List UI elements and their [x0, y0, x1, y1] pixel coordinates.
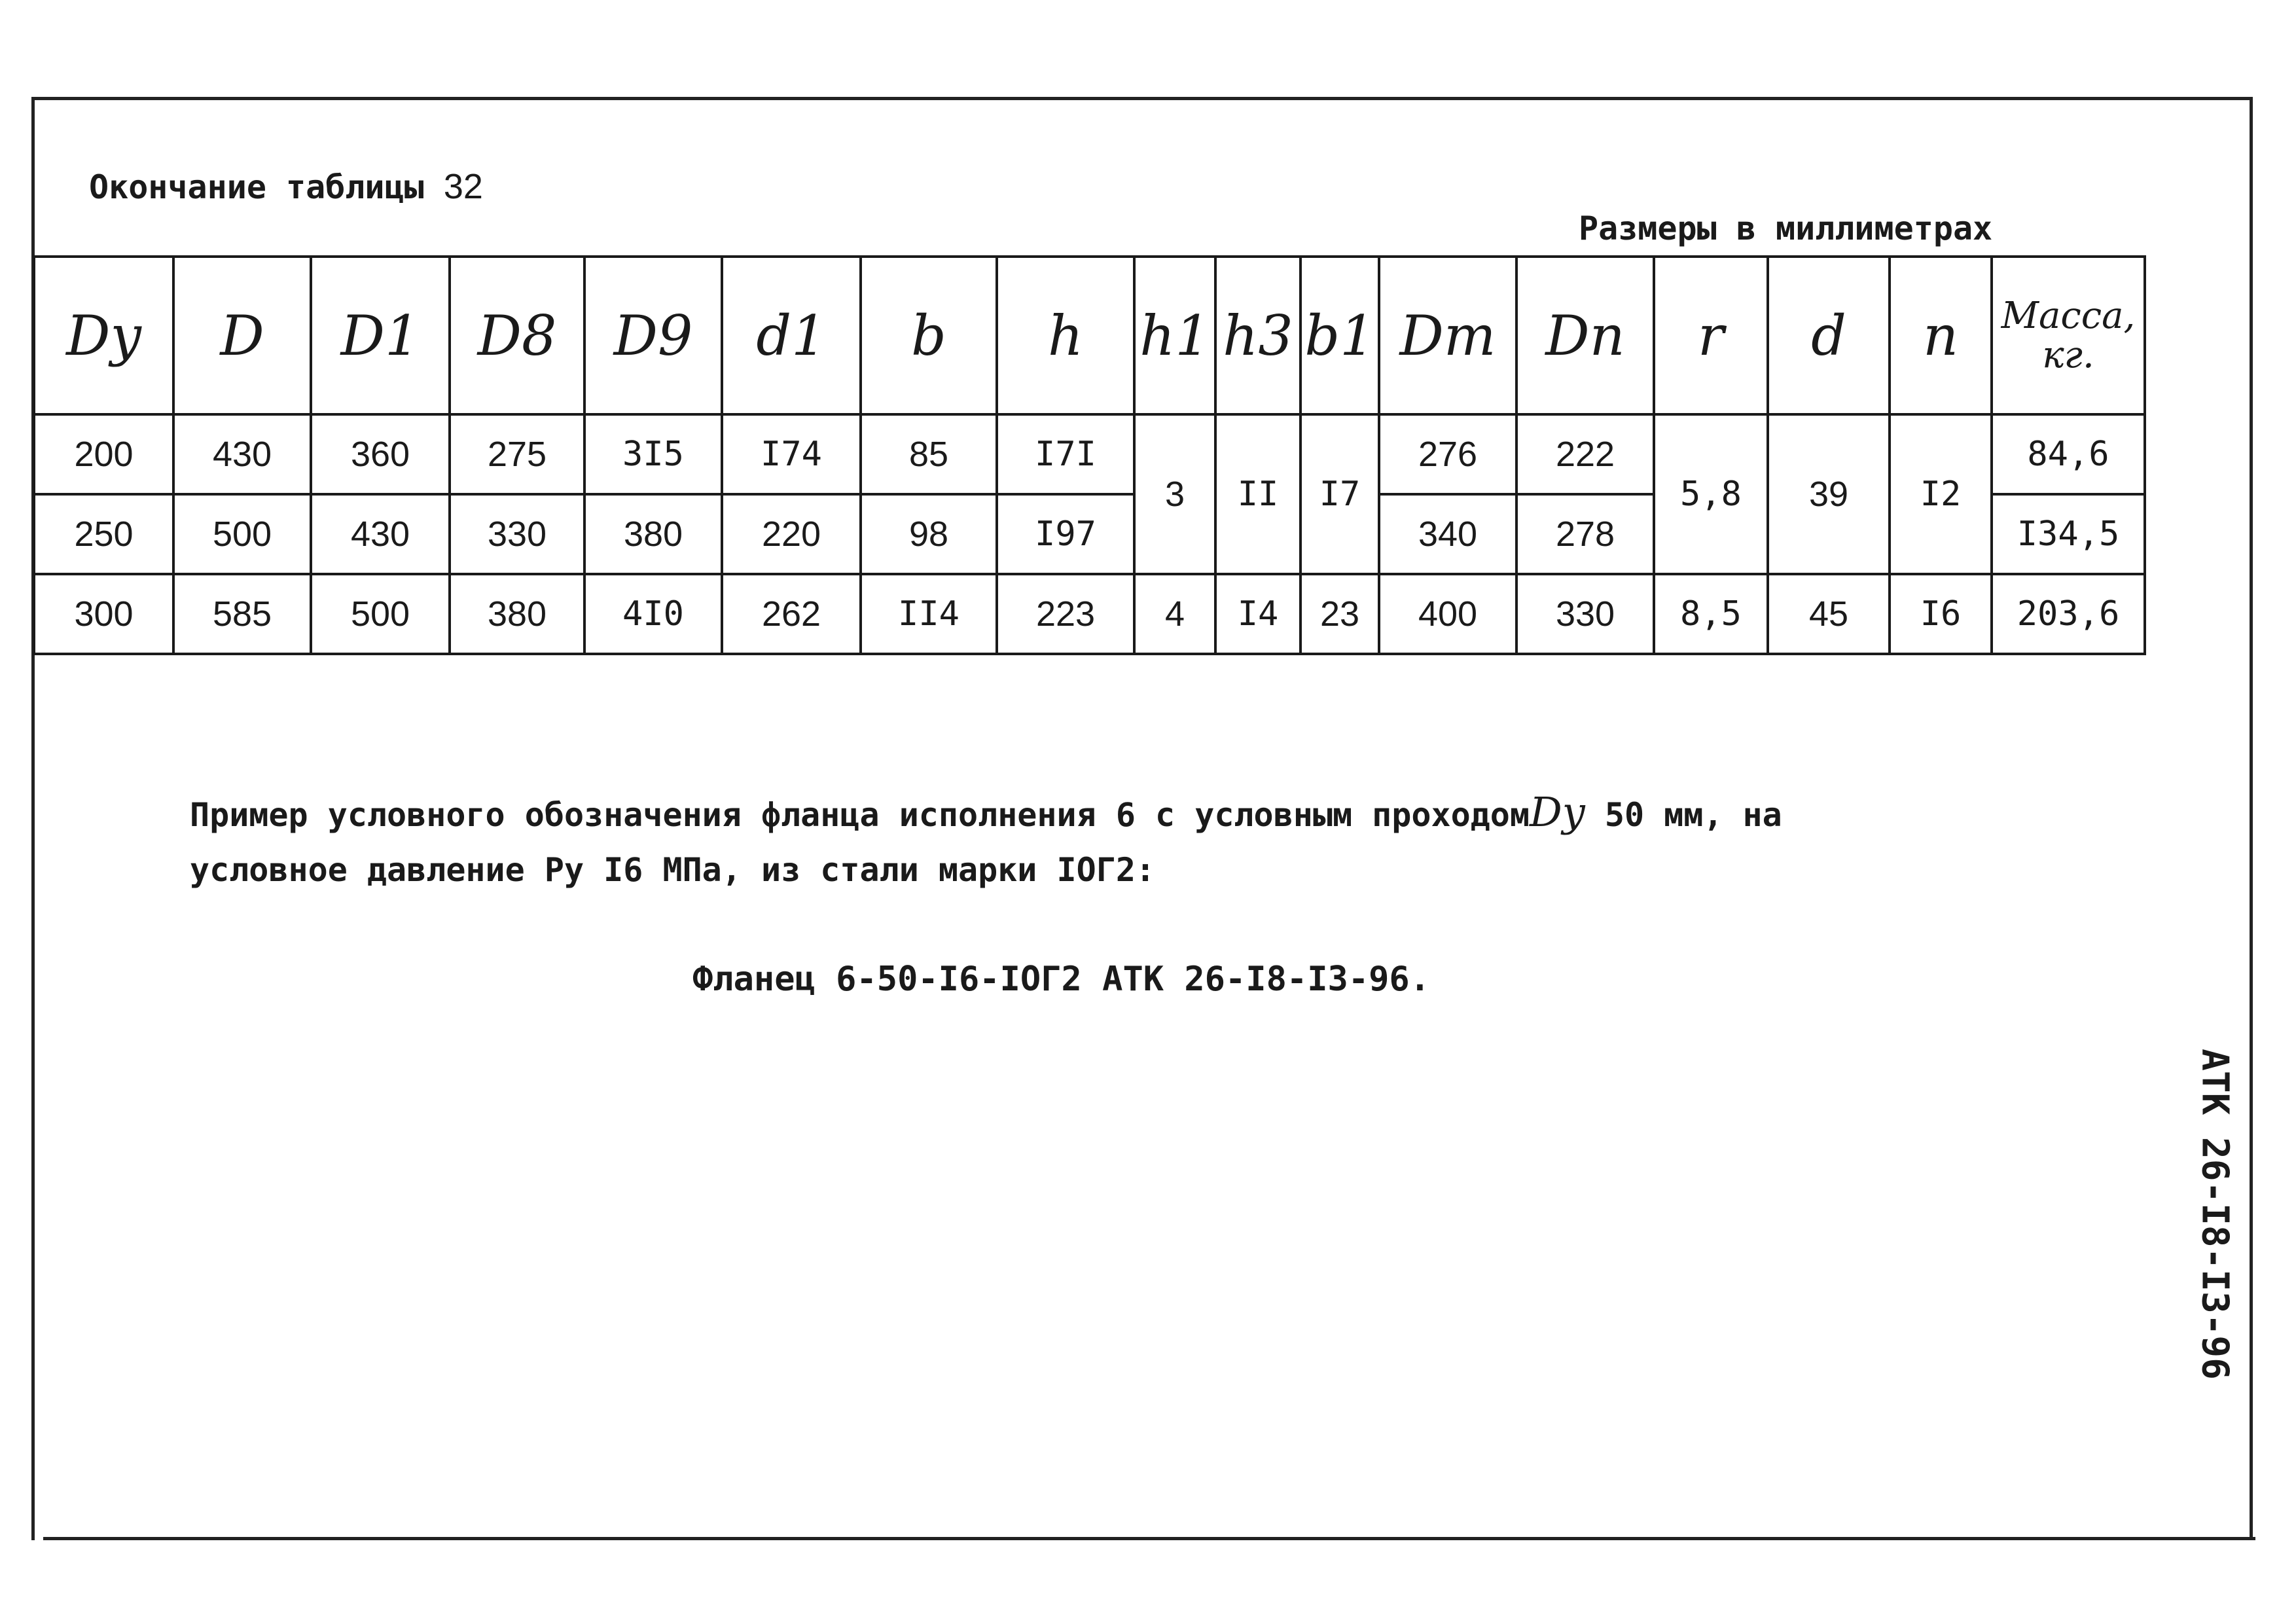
table-cell: 430	[173, 414, 311, 494]
table-cell: I7I	[997, 414, 1134, 494]
example-text-start: Пример условного обозначения фланца исполнения 6 с условным проходом	[190, 796, 1530, 834]
table-cell: 380	[584, 494, 722, 574]
frame-right-line	[2250, 97, 2253, 1540]
table-cell: 300	[34, 574, 173, 654]
caption-text: Окончание таблицы	[89, 168, 424, 206]
header-d9: D9	[584, 257, 722, 414]
dy-symbol: Dy	[1529, 788, 1585, 836]
units-note: Размеры в миллиметрах	[1579, 209, 1993, 247]
example-line-1	[190, 788, 1782, 836]
table-cell: 500	[311, 574, 450, 654]
header-h1: h1	[1134, 257, 1215, 414]
table-cell: I34,5	[1992, 494, 2145, 574]
table-cell: 23	[1300, 574, 1379, 654]
table-cell: 98	[861, 494, 997, 574]
table-cell: 400	[1379, 574, 1516, 654]
table-cell: 340	[1379, 494, 1516, 574]
frame-bottom-line	[43, 1537, 2255, 1540]
designation-example: Фланец 6-50-I6-IОГ2 АТК 26-I8-I3-96.	[692, 960, 1431, 999]
table-cell: 223	[997, 574, 1134, 654]
table-cell: 585	[173, 574, 311, 654]
header-dm: Dm	[1379, 257, 1516, 414]
table-cell: 278	[1516, 494, 1654, 574]
frame-top-line	[31, 97, 2253, 100]
table-cell-merged: 3	[1134, 414, 1215, 574]
table-cell: 430	[311, 494, 450, 574]
table-cell-merged: II	[1215, 414, 1300, 574]
table-cell: 380	[450, 574, 584, 654]
table-cell: 84,6	[1992, 414, 2145, 494]
header-b1: b1	[1300, 257, 1379, 414]
table-cell-merged: I2	[1890, 414, 1992, 574]
table-cell: I4	[1215, 574, 1300, 654]
table-cell: II4	[861, 574, 997, 654]
table-header-row	[34, 257, 2145, 414]
table-cell: 360	[311, 414, 450, 494]
example-text-end: 50 мм, на	[1585, 796, 1782, 834]
table-cell: 4I0	[584, 574, 722, 654]
table-cell-merged: I7	[1300, 414, 1379, 574]
table-row	[34, 414, 2145, 494]
table-cell-merged: 39	[1768, 414, 1890, 574]
table-row	[34, 574, 2145, 654]
header-d1-upper: D1	[311, 257, 450, 414]
table-cell: 8,5	[1654, 574, 1768, 654]
table-cell: 275	[450, 414, 584, 494]
table-cell: I6	[1890, 574, 1992, 654]
table-cell: 500	[173, 494, 311, 574]
header-mass: Масса, кг.	[1992, 257, 2145, 414]
caption-number: 32	[443, 167, 483, 206]
table-cell-merged: 5,8	[1654, 414, 1768, 574]
header-d1-lower: d1	[722, 257, 861, 414]
header-r: r	[1654, 257, 1768, 414]
table-cell: 222	[1516, 414, 1654, 494]
header-b: b	[861, 257, 997, 414]
header-d-outer: D	[173, 257, 311, 414]
header-dy: Dy	[34, 257, 173, 414]
document-code-vertical: АТК 26-I8-I3-96	[2193, 1049, 2236, 1380]
header-h: h	[997, 257, 1134, 414]
table-cell: 250	[34, 494, 173, 574]
header-dn: Dn	[1516, 257, 1654, 414]
table-cell: 330	[450, 494, 584, 574]
table-cell: 220	[722, 494, 861, 574]
header-d-lower: d	[1768, 257, 1890, 414]
header-n: n	[1890, 257, 1992, 414]
table-cell: I74	[722, 414, 861, 494]
table-cell: 45	[1768, 574, 1890, 654]
table-cell: 200	[34, 414, 173, 494]
table-caption	[89, 166, 483, 207]
table-cell: 262	[722, 574, 861, 654]
table-cell: I97	[997, 494, 1134, 574]
table-cell: 3I5	[584, 414, 722, 494]
table-cell: 85	[861, 414, 997, 494]
header-h3: h3	[1215, 257, 1300, 414]
table-cell: 203,6	[1992, 574, 2145, 654]
table-cell: 330	[1516, 574, 1654, 654]
table-cell: 4	[1134, 574, 1215, 654]
table-cell: 276	[1379, 414, 1516, 494]
example-line-2: условное давление Ру I6 МПа, из стали марки IОГ2:	[190, 851, 1156, 889]
header-d8: D8	[450, 257, 584, 414]
dimensions-table	[33, 255, 2146, 655]
